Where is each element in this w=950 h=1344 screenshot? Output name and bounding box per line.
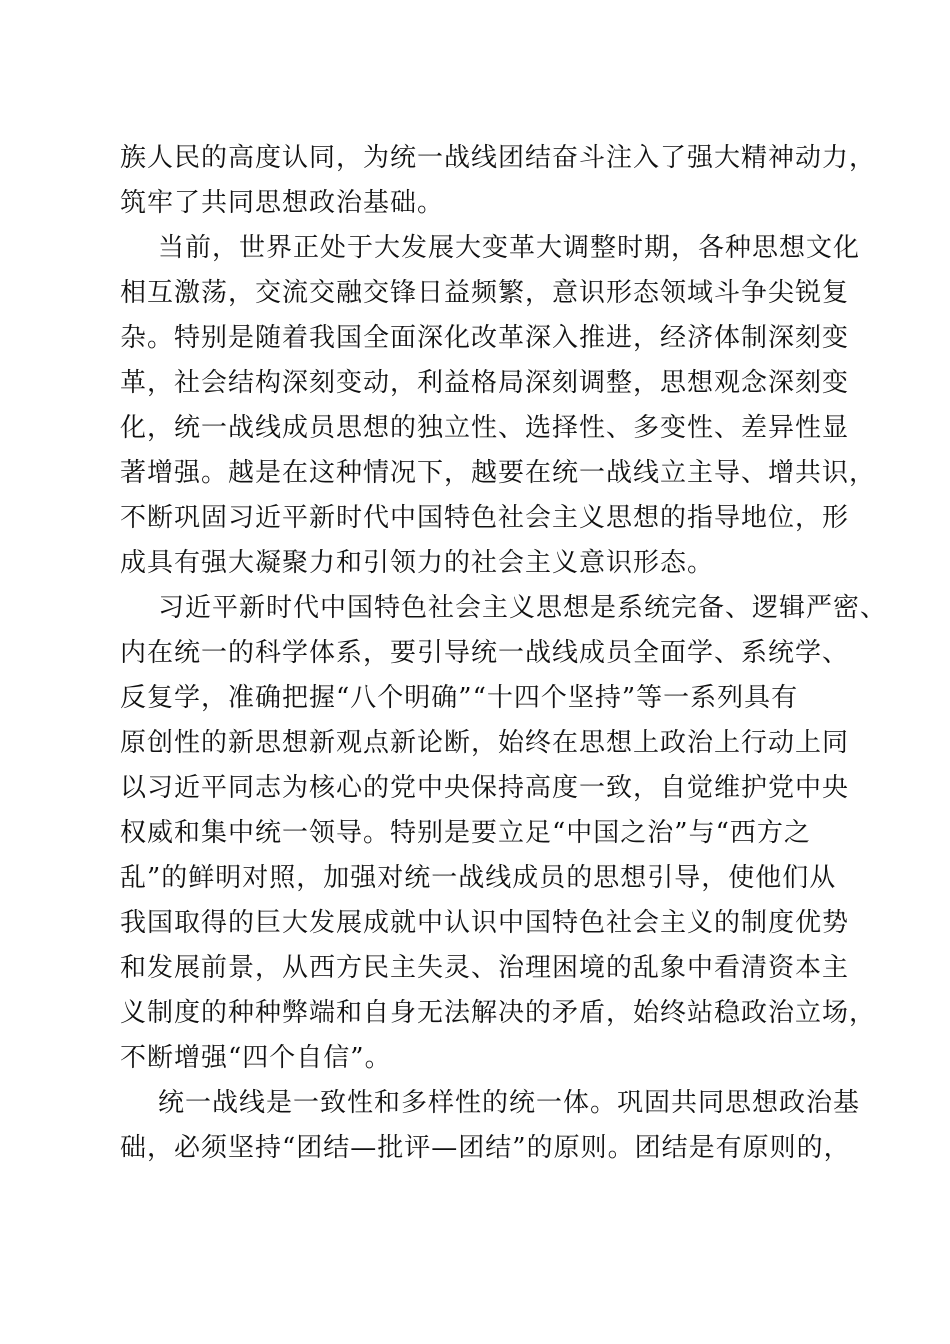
text-line: 内在统一的科学体系，要引导统一战线成员全面学、系统学、 bbox=[120, 638, 850, 668]
text-line: 不断巩固习近平新时代中国特色社会主义思想的指导地位，形 bbox=[120, 503, 850, 533]
text-line: 原创性的新思想新观点新论断，始终在思想上政治上行动上同 bbox=[120, 728, 850, 758]
text-line: 筑牢了共同思想政治基础。 bbox=[120, 188, 445, 218]
paragraph-1 bbox=[120, 136, 877, 226]
text-line: 革，社会结构深刻变动，利益格局深刻调整，思想观念深刻变 bbox=[120, 368, 850, 398]
paragraph-2 bbox=[120, 226, 877, 586]
text-line: 础，必须坚持“团结—批评—团结”的原则。团结是有原则的， bbox=[120, 1133, 851, 1163]
text-line: 化，统一战线成员思想的独立性、选择性、多变性、差异性显 bbox=[120, 413, 850, 443]
text-line: 乱”的鲜明对照，加强对统一战线成员的思想引导，使他们从 bbox=[120, 863, 837, 893]
text-line: 相互激荡，交流交融交锋日益频繁，意识形态领域斗争尖锐复 bbox=[120, 278, 850, 308]
text-line: 反复学，准确把握“八个明确”“十四个坚持”等一系列具有 bbox=[120, 683, 799, 713]
text-line: 杂。特别是随着我国全面深化改革深入推进，经济体制深刻变 bbox=[120, 323, 850, 353]
text-line: 统一战线是一致性和多样性的统一体。巩固共同思想政治基 bbox=[158, 1088, 861, 1118]
text-line: 当前，世界正处于大发展大变革大调整时期，各种思想文化 bbox=[158, 233, 861, 263]
paragraph-4 bbox=[120, 1081, 861, 1171]
text-line: 族人民的高度认同，为统一战线团结奋斗注入了强大精神动力， bbox=[120, 143, 877, 173]
text-line: 以习近平同志为核心的党中央保持高度一致，自觉维护党中央 bbox=[120, 773, 850, 803]
text-line: 义制度的种种弊端和自身无法解决的矛盾，始终站稳政治立场， bbox=[120, 998, 877, 1028]
text-line: 不断增强“四个自信”。 bbox=[120, 1043, 392, 1073]
text-line: 著增强。越是在这种情况下，越要在统一战线立主导、增共识， bbox=[120, 458, 877, 488]
paragraph-3 bbox=[120, 586, 888, 1081]
text-line: 权威和集中统一领导。特别是要立足“中国之治”与“西方之 bbox=[120, 818, 811, 848]
text-line: 我国取得的巨大发展成就中认识中国特色社会主义的制度优势 bbox=[120, 908, 850, 938]
text-line: 成具有强大凝聚力和引领力的社会主义意识形态。 bbox=[120, 548, 715, 578]
text-line: 和发展前景，从西方民主失灵、治理困境的乱象中看清资本主 bbox=[120, 953, 850, 983]
body-text bbox=[120, 136, 888, 1171]
text-line: 习近平新时代中国特色社会主义思想是系统完备、逻辑严密、 bbox=[158, 593, 888, 623]
